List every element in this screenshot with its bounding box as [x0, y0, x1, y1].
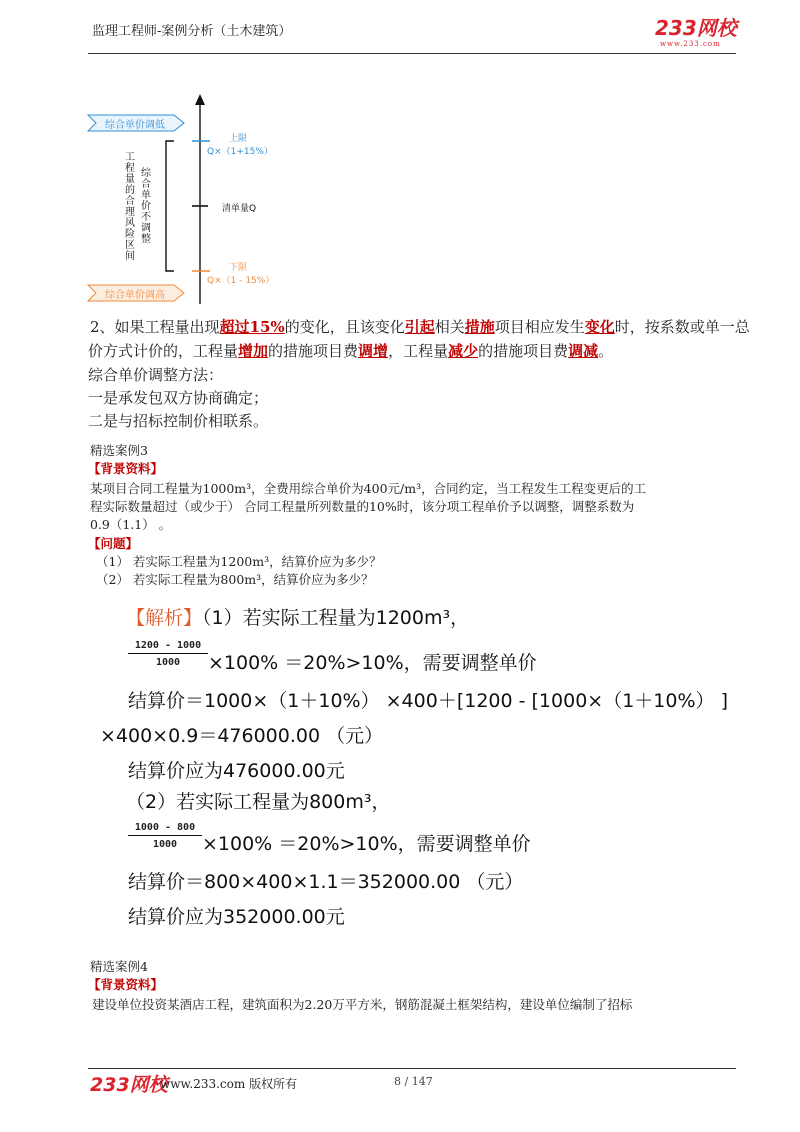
quantity-label: 清单量Q — [222, 204, 257, 214]
fraction-bar — [128, 653, 208, 654]
range-bracket — [166, 141, 174, 271]
case3-title: 精选案例3 — [90, 443, 148, 458]
footer-rule — [88, 1068, 736, 1069]
case3-question-2: （2） 若实际工程量为800m³，结算价应为多少？ — [96, 572, 374, 587]
price-higher-label: 综合单价调高 — [105, 290, 165, 301]
adjust-method-two: 二是与招标控制价相联系。 — [88, 412, 269, 430]
fraction-numerator: 1000 - 800 — [134, 822, 196, 833]
case3-background-line1: 某项目合同工程量为1000m³，全费用综合单价为400元/m³，合同约定，当工程发生工程变更后的工 — [90, 481, 647, 496]
page-number: 8 / 147 — [394, 1075, 433, 1088]
solution-s2-fraction — [128, 822, 202, 850]
solution-label: 【解析】 — [126, 607, 203, 629]
lower-limit-label: 下限 — [229, 263, 248, 273]
fraction-denominator: 1000 — [152, 839, 178, 850]
solution-s1-fraction — [128, 640, 208, 668]
footer-logo: 233网校 — [90, 1074, 168, 1096]
paragraph-measure-change-line2: 价方式计价的，工程量增加的措施项目费调增，工程量减少的措施项目费调减。 — [88, 342, 614, 360]
no-adjust-vertical-label: 综合单价不调整 — [141, 168, 151, 245]
brand-logo: 233网校 — [655, 16, 737, 40]
upper-limit-formula: Q×（1+15%） — [207, 147, 273, 157]
footer-copyright: www.233.com 版权所有 — [160, 1077, 298, 1091]
solution-s2-calc: 结算价＝800×400×1.1＝352000.00 （元） — [128, 871, 524, 893]
case4-background-line1: 建设单位投资某酒店工程，建筑面积为2.20万平方米，钢筋混凝土框架结构，建设单位编制了招标 — [92, 997, 633, 1012]
case3-background-label: 【背景资料】 — [88, 461, 164, 476]
fraction-bar — [128, 835, 202, 836]
fraction-denominator: 1000 — [155, 657, 181, 668]
solution-s2-result: 结算价应为352000.00元 — [128, 906, 345, 928]
risk-range-vertical-label: 工程量的合理风险区间 — [125, 152, 135, 262]
case4-title: 精选案例4 — [90, 959, 148, 974]
brand-logo-url: www.233.com — [660, 40, 721, 48]
solution-s1-calc-line1: 结算价＝1000×（1＋10%） ×400＋[1200 - [1000×（1＋10%） ] — [128, 690, 728, 712]
solution-s1-calc-line2: ×400×0.9＝476000.00 （元） — [100, 725, 384, 747]
case3-background-line3: 0.9（1.1） 。 — [90, 517, 172, 532]
case3-question-1: （1） 若实际工程量为1200m³，结算价应为多少？ — [96, 554, 382, 569]
document-header-title: 监理工程师-案例分析（土木建筑） — [92, 24, 292, 39]
case3-background-line2: 程实际数量超过（或少于） 合同工程量所列数量的10%时，该分项工程单价予以调整，调整系数为 — [90, 499, 635, 514]
axis-arrowhead — [195, 94, 205, 105]
fraction-numerator: 1200 - 1000 — [134, 640, 202, 651]
solution-s2-title: （2）若实际工程量为800m³， — [126, 791, 391, 813]
solution-s1-title: （1）若实际工程量为1200m³， — [202, 607, 470, 629]
adjust-method-one: 一是承发包双方协商确定； — [88, 389, 269, 407]
adjust-method-title: 综合单价调整方法： — [88, 366, 224, 384]
solution-s2-ratio: ×100% ＝20%>10%，需要调整单价 — [202, 833, 531, 855]
solution-s1-title-line — [126, 603, 469, 630]
paragraph-measure-change-line1: 2、如果工程量出现超过15%的变化，且该变化引起相关措施项目相应发生变化时，按系数或单一总 — [90, 318, 750, 336]
lower-limit-formula: Q×（1 - 15%） — [207, 276, 275, 286]
price-lower-label: 综合单价调低 — [105, 120, 165, 131]
header-rule — [88, 53, 736, 54]
case3-question-label: 【问题】 — [88, 536, 139, 551]
solution-s1-result: 结算价应为476000.00元 — [128, 760, 345, 782]
upper-limit-label: 上限 — [229, 134, 248, 144]
solution-s1-ratio: ×100% ＝20%>10%，需要调整单价 — [208, 652, 537, 674]
case4-background-label: 【背景资料】 — [88, 977, 164, 992]
